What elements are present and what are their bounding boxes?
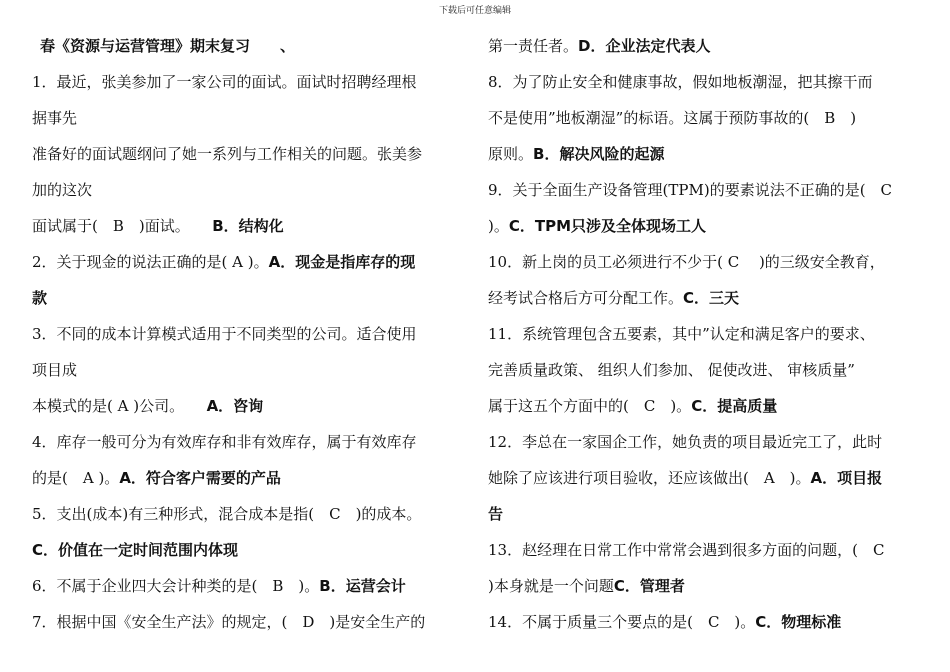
question-text: )本身就是一个问题 — [488, 577, 614, 595]
text-line — [488, 176, 922, 212]
question-text: 项目成 — [32, 361, 78, 379]
question-text: 3．不同的成本计算模式适用于不同类型的公司。适合使用 — [32, 325, 417, 343]
text-line — [488, 320, 922, 356]
question-text: 原则。 — [488, 145, 534, 163]
text-line — [32, 176, 472, 212]
question-text: 1．最近，张美参加了一家公司的面试。面试时招聘经理根 — [32, 73, 417, 91]
answer-text: A．符合客户需要的产品 — [119, 469, 281, 487]
left-column — [32, 32, 472, 644]
text-line — [488, 212, 922, 248]
text-line — [32, 608, 472, 644]
text-line — [488, 140, 922, 176]
answer-text: A．现金是指库存的现 — [268, 253, 416, 271]
text-line — [32, 284, 472, 320]
question-text: 9．关于全面生产设备管理(TPM)的要素说法不正确的是( C — [488, 181, 893, 199]
question-text: 本模式的是( A )公司。 — [32, 397, 207, 415]
question-text: )。 — [488, 217, 509, 235]
question-text: 不是使用”地板潮湿”的标语。这属于预防事故的( B ) — [488, 109, 857, 127]
question-text: 7．根据中国《安全生产法》的规定，( D )是安全生产的 — [32, 613, 426, 631]
text-line — [32, 428, 472, 464]
question-text: 8．为了防止安全和健康事故，假如地板潮湿，把其擦干而 — [488, 73, 873, 91]
answer-text: A．咨询 — [206, 397, 264, 415]
question-text: 13．赵经理在日常工作中常常会遇到很多方面的问题，( C — [488, 541, 885, 559]
answer-text: A．项目报 — [810, 469, 883, 487]
question-text: 6．不属于企业四大会计种类的是( B )。 — [32, 577, 320, 595]
text-line — [488, 536, 922, 572]
answer-text: B．结构化 — [212, 217, 284, 235]
text-line — [488, 32, 922, 68]
answer-text: 款 — [32, 289, 48, 307]
answer-text: B．运营会计 — [319, 577, 406, 595]
title-text: 春《资源与运营管理》期末复习 、 — [40, 37, 296, 55]
question-text: 完善质量政策、 组织人们参加、 促使改进、 审核质量” — [488, 361, 855, 379]
text-line — [32, 392, 472, 428]
answer-text: C．三天 — [683, 289, 740, 307]
text-line — [488, 428, 922, 464]
answer-text: C．管理者 — [613, 577, 685, 595]
text-line — [32, 500, 472, 536]
question-text: 的是( A )。 — [32, 469, 120, 487]
question-text: 加的这次 — [32, 181, 93, 199]
text-line — [488, 572, 922, 608]
text-line — [32, 320, 472, 356]
answer-text: C．物理标准 — [755, 613, 842, 631]
text-line — [32, 68, 472, 104]
text-line — [488, 608, 922, 644]
text-line — [488, 248, 922, 284]
question-text: 4．库存一般可分为有效库存和非有效库存，属于有效库存 — [32, 433, 417, 451]
text-line — [32, 248, 472, 284]
text-line — [488, 500, 922, 536]
text-line — [488, 392, 922, 428]
text-line — [32, 572, 472, 608]
question-text: 属于这五个方面中的( C )。 — [488, 397, 692, 415]
text-line — [488, 68, 922, 104]
question-text: 她除了应该进行项目验收，还应该做出( A )。 — [488, 469, 811, 487]
answer-text: C．TPM只涉及全体现场工人 — [508, 217, 707, 235]
question-text: 5．支出(成本)有三种形式，混合成本是指( C )的成本。 — [32, 505, 422, 523]
text-line — [488, 284, 922, 320]
question-text: 准备好的面试题纲问了她一系列与工作相关的问题。张美参 — [32, 145, 423, 163]
right-column — [488, 32, 922, 644]
answer-text: D．企业法定代表人 — [578, 37, 711, 55]
answer-text: C．提高质量 — [691, 397, 778, 415]
question-text: 第一责任者。 — [488, 37, 579, 55]
document-title — [32, 32, 472, 68]
text-line — [32, 536, 472, 572]
text-line — [488, 356, 922, 392]
text-line — [488, 104, 922, 140]
question-text: 2．关于现金的说法正确的是( A )。 — [32, 253, 269, 271]
question-text: 据事先 — [32, 109, 78, 127]
question-text: 10．新上岗的员工必须进行不少于( C )的三级安全教育， — [488, 253, 885, 271]
text-line — [488, 464, 922, 500]
text-line — [32, 356, 472, 392]
text-line — [32, 212, 472, 248]
text-line — [32, 464, 472, 500]
text-line — [32, 104, 472, 140]
page-header: 下载后可任意编辑 — [438, 6, 511, 16]
question-text: 14．不属于质量三个要点的是( C )。 — [488, 613, 756, 631]
answer-text: B．解决风险的起源 — [533, 145, 665, 163]
answer-text: 告 — [488, 505, 504, 523]
question-text: 面试属于( B )面试。 — [32, 217, 213, 235]
text-line — [32, 140, 472, 176]
question-text: 12．李总在一家国企工作，她负责的项目最近完工了，此时 — [488, 433, 883, 451]
question-text: 经考试合格后方可分配工作。 — [488, 289, 684, 307]
question-text: 11．系统管理包含五要素，其中”认定和满足客户的要求、 — [488, 325, 875, 343]
answer-text: C．价值在一定时间范围内体现 — [32, 541, 239, 559]
